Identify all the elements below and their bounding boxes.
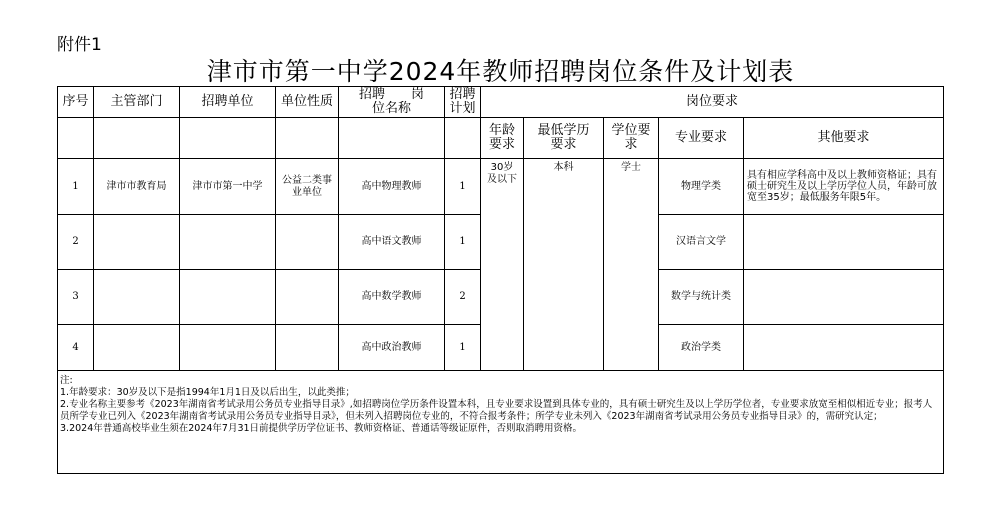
note-item: 1.年龄要求：30岁及以下是指1994年1月1日及以后出生，以此类推； <box>60 387 355 398</box>
header-degree: 学位要求 <box>604 118 659 159</box>
cell-major: 政治学类 <box>659 325 744 371</box>
cell-dept <box>94 325 180 371</box>
header-plan: 招聘计划 <box>445 87 481 118</box>
cell-dept <box>94 215 180 270</box>
cell-dept <box>94 270 180 325</box>
header-major: 专业要求 <box>659 118 744 159</box>
cell-seq: 3 <box>58 270 94 325</box>
header-unit: 招聘单位 <box>180 87 276 118</box>
cell-unit <box>180 215 276 270</box>
header-other: 其他要求 <box>744 118 944 159</box>
header-position: 招聘 岗位名称 <box>339 87 445 118</box>
cell-position: 高中数学教师 <box>339 270 445 325</box>
cell-position: 高中物理教师 <box>339 159 445 215</box>
cell-plan: 1 <box>445 215 481 270</box>
header-seq: 序号 <box>58 87 94 118</box>
cell-unit <box>180 270 276 325</box>
cell-plan: 1 <box>445 325 481 371</box>
cell-plan: 2 <box>445 270 481 325</box>
header-education: 最低学历要求 <box>524 118 604 159</box>
cell-nature <box>276 325 339 371</box>
header-requirements: 岗位要求 <box>481 87 944 118</box>
note-item: 2.专业名称主要参考《2023年湖南省考试录用公务员专业指导目录》,如招聘岗位学历条件设置本科，且专业要求设置到具体专业的，具有硕士研究生及以上学历学位者，专业要求放宽至相似相近专业；报考人员所学专业已列入《2023年湖南省考试录用公务员专业指导目录》，但未列入招聘岗位专业的，不符合报考条件；所学专业未列入《2023年湖南省考试录用公务员专业指导目录》的，需研究认定； <box>60 399 933 422</box>
notes-block <box>58 371 944 474</box>
cell-unit: 津市市第一中学 <box>180 159 276 215</box>
cell-major: 物理学类 <box>659 159 744 215</box>
cell-education: 本科 <box>524 159 604 371</box>
cell-nature: 公益二类事业单位 <box>276 159 339 215</box>
header-age: 年龄要求 <box>481 118 524 159</box>
cell-seq: 4 <box>58 325 94 371</box>
note-heading: 注: <box>60 375 73 386</box>
attachment-label: 附件1 <box>57 35 102 55</box>
cell-plan: 1 <box>445 159 481 215</box>
cell-position: 高中政治教师 <box>339 325 445 371</box>
cell-dept: 津市市教育局 <box>94 159 180 215</box>
page-title: 津市市第一中学2024年教师招聘岗位条件及计划表 <box>206 57 795 86</box>
cell-position: 高中语文教师 <box>339 215 445 270</box>
cell-other: 具有相应学科高中及以上教师资格证；具有硕士研究生及以上学历学位人员，年龄可放宽至35岁；最低服务年限5年。 <box>744 159 944 215</box>
cell-nature <box>276 270 339 325</box>
cell-other <box>744 325 944 371</box>
cell-nature <box>276 215 339 270</box>
table-row <box>58 159 944 215</box>
cell-seq: 1 <box>58 159 94 215</box>
cell-major: 数学与统计类 <box>659 270 744 325</box>
note-item: 3.2024年普通高校毕业生须在2024年7月31日前提供学历学位证书、教师资格证、普通话等级证原件，否则取消聘用资格。 <box>60 423 583 434</box>
recruitment-table <box>57 86 944 474</box>
cell-degree: 学士 <box>604 159 659 371</box>
cell-age: 30岁及以下 <box>481 159 524 371</box>
cell-other <box>744 215 944 270</box>
cell-unit <box>180 325 276 371</box>
cell-seq: 2 <box>58 215 94 270</box>
cell-major: 汉语言文学 <box>659 215 744 270</box>
header-dept: 主管部门 <box>94 87 180 118</box>
header-nature: 单位性质 <box>276 87 339 118</box>
cell-other <box>744 270 944 325</box>
